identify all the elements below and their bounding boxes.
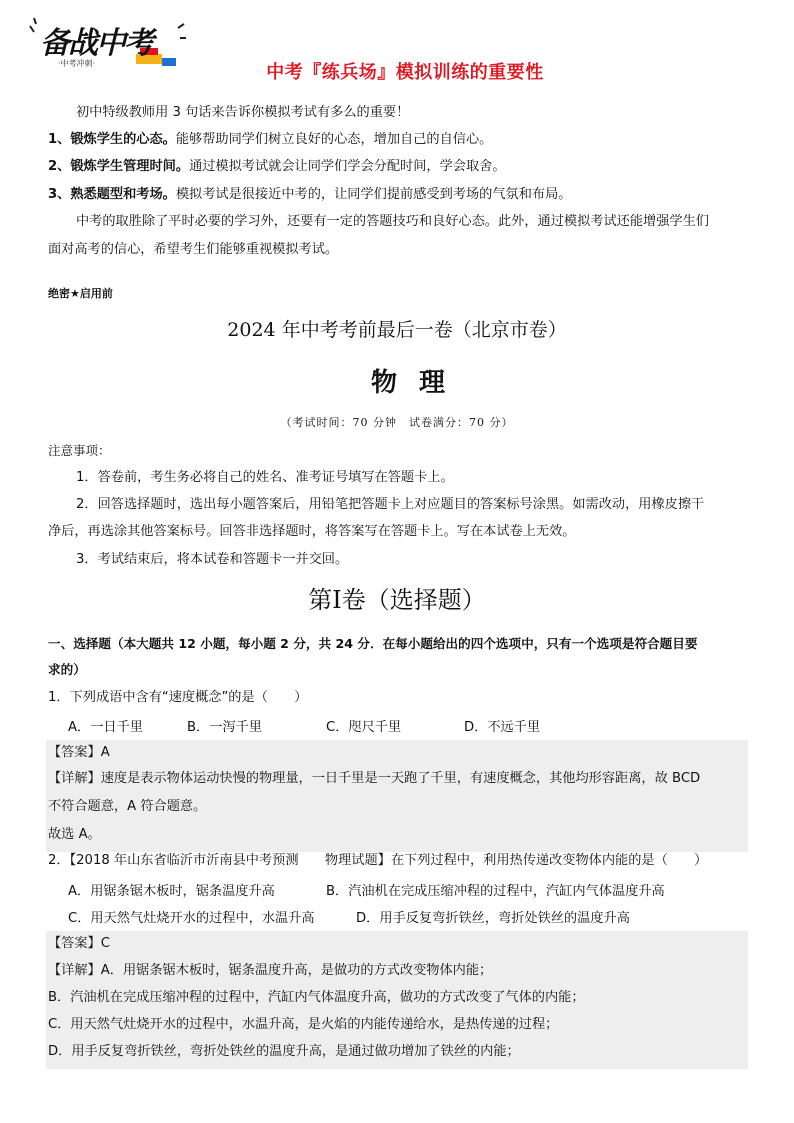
q1-detail-line1: 【详解】速度是表示物体运动快慢的物理量，一日千里是一天跑了千里，有速度概念，其他均形容距离，故 BCD xyxy=(48,771,701,786)
q1-option-c: C．咫尺千里 xyxy=(326,720,402,735)
notes-heading: 注意事项： xyxy=(48,443,111,458)
intro-closing-line2: 面对高考的信心，希望考生们能够重视模拟考试。 xyxy=(48,242,339,257)
q1-answer: 【答案】A xyxy=(48,745,110,760)
section-header-line2: 求的） xyxy=(48,662,86,677)
q1-stem: 1．下列成语中含有“速度概念”的是（ ） xyxy=(48,690,308,705)
q2-detail-line: D．用手反复弯折铁丝，弯折处铁丝的温度升高，是通过做功增加了铁丝的内能； xyxy=(48,1044,520,1059)
intro-point-2 xyxy=(48,158,506,176)
logo-subtext: ·中考冲刺· xyxy=(58,59,96,68)
notes-item-3: 3．考试结束后，将本试卷和答题卡一并交回。 xyxy=(76,552,349,567)
logo-text: 备战中考 xyxy=(40,26,152,61)
q2-detail-line: 【详解】A．用锯条锯木板时，锯条温度升高，是做功的方式改变物体内能； xyxy=(48,963,493,978)
intro-point-head: 3、熟悉题型和考场。 xyxy=(48,187,176,202)
intro-point-head: 1、锻炼学生的心态。 xyxy=(48,132,176,147)
q1-detail-line2: 不符合题意，A 符合题意。 xyxy=(48,799,207,814)
intro-point-body: 通过模拟考试就会让同学们学会分配时间，学会取舍。 xyxy=(189,159,506,174)
q2-detail-line: C．用天然气灶烧开水的过程中，水温升高，是火焰的内能传递给水，是热传递的过程； xyxy=(48,1017,559,1032)
intro-point-body: 能够帮助同学们树立良好的心态，增加自己的自信心。 xyxy=(175,132,493,147)
intro-point-3 xyxy=(48,186,572,204)
banner-title: 中考『练兵场』模拟训练的重要性 xyxy=(266,62,544,83)
q1-option-d: D．不远千里 xyxy=(464,720,541,735)
intro-point-1 xyxy=(48,131,492,149)
q2-detail-line: B．汽油机在完成压缩冲程的过程中，汽缸内气体温度升高，做功的方式改变了气体的内能； xyxy=(48,990,585,1005)
q2-option-a: A．用锯条锯木板时，锯条温度升高 xyxy=(68,884,275,899)
q1-option-b: B．一泻千里 xyxy=(187,720,262,735)
q1-conclusion: 故选 A。 xyxy=(48,827,101,842)
intro-point-head: 2、锻炼学生管理时间。 xyxy=(48,159,190,174)
exam-subject: 物理 xyxy=(370,368,467,398)
q2-answer: 【答案】C xyxy=(48,936,110,951)
q2-option-d: D．用手反复弯折铁丝，弯折处铁丝的温度升高 xyxy=(356,911,630,926)
notes-item-2-line1: 2．回答选择题时，选出每小题答案后，用铅笔把答题卡上对应题目的答案标号涂黑。如需改动，用橡皮擦干 xyxy=(76,497,705,512)
q1-answer-panel xyxy=(46,740,748,852)
q2-option-c: C．用天然气灶烧开水的过程中，水温升高 xyxy=(68,911,315,926)
q1-option-a: A．一日千里 xyxy=(68,720,143,735)
intro-point-body: 模拟考试是很接近中考的，让同学们提前感受到考场的气氛和布局。 xyxy=(175,187,572,202)
q2-option-b: B．汽油机在完成压缩冲程的过程中，汽缸内气体温度升高 xyxy=(326,884,665,899)
notes-item-1: 1．答卷前，考生务必将自己的姓名、准考证号填写在答题卡上。 xyxy=(76,470,454,485)
notes-item-2-line2: 净后，再选涂其他答案标号。回答非选择题时，将答案写在答题卡上。写在本试卷上无效。 xyxy=(48,524,576,539)
exam-title: 2024 年中考考前最后一卷（北京市卷） xyxy=(227,319,567,341)
intro-closing-line1: 中考的取胜除了平时必要的学习外，还要有一定的答题技巧和良好心态。此外，通过模拟考试还能增强学生们 xyxy=(76,214,709,229)
exam-info: （考试时间：70 分钟 试卷满分：70 分） xyxy=(280,416,514,429)
intro-lead: 初中特级教师用 3 句话来告诉你模拟考试有多么的重要！ xyxy=(76,105,410,120)
section-header-line1: 一、选择题（本大题共 12 小题，每小题 2 分，共 24 分．在每小题给出的四个选项中，只有一个选项是符合题目要 xyxy=(48,636,698,651)
secret-label: 绝密★启用前 xyxy=(48,287,113,300)
q2-stem: 2．【2018 年山东省临沂市沂南县中考预测 物理试题】在下列过程中，利用热传递改变物体内能的是（ ） xyxy=(48,853,708,868)
volume-title: 第Ⅰ卷（选择题） xyxy=(308,586,486,614)
